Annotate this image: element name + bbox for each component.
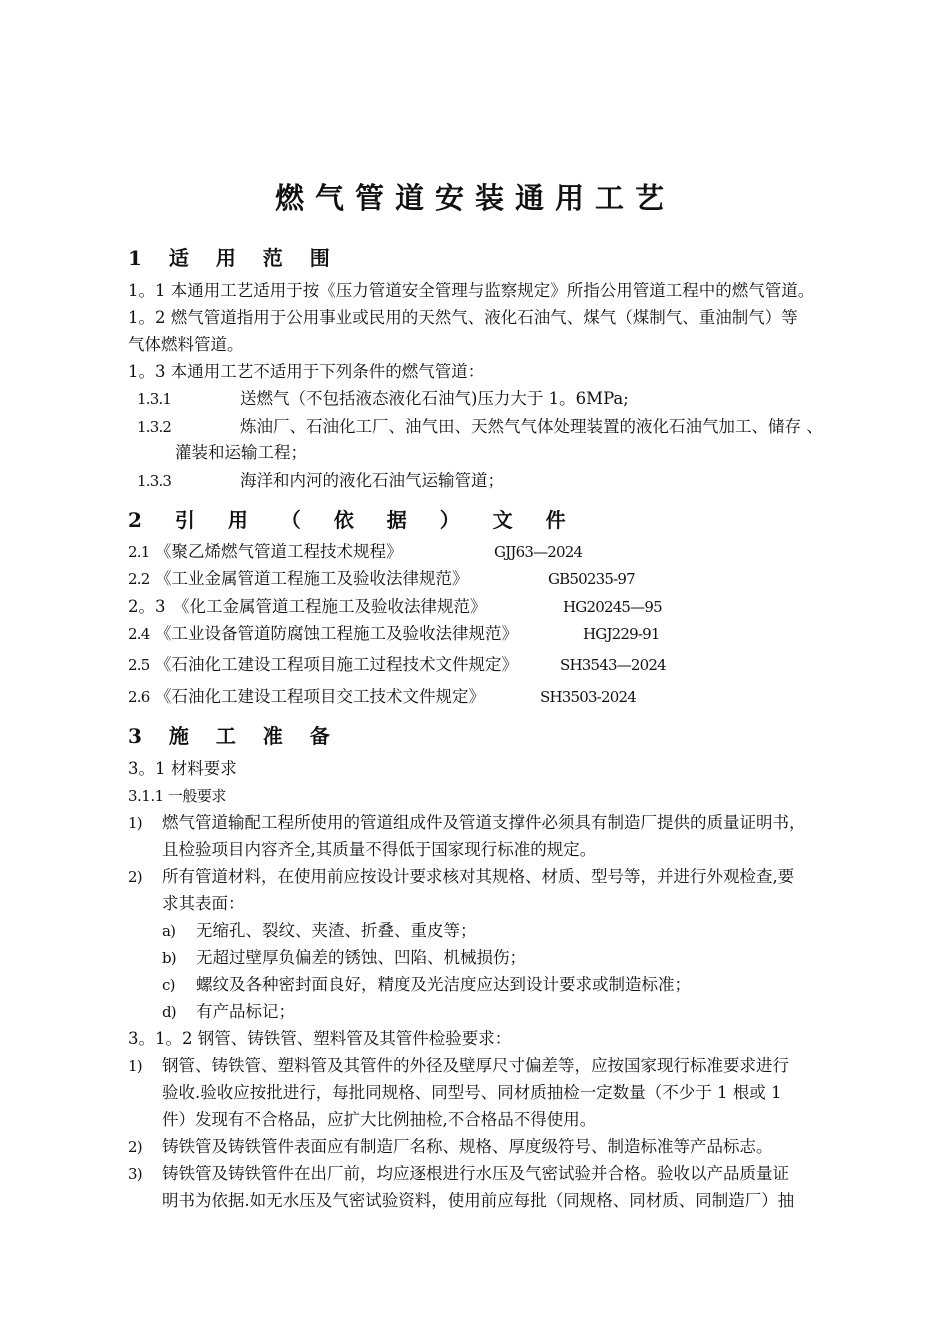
- paragraph: 气体燃料管道。: [128, 335, 244, 354]
- list-item: 所有管道材料，在使用前应按设计要求核对其规格、材质、型号等，并进行外观检查,要: [162, 867, 795, 886]
- section-3-heading: 3 施 工 准 备: [128, 724, 340, 748]
- item-text: 海洋和内河的液化石油气运输管道；: [240, 471, 504, 490]
- ref-name: 《石油化工建设工程项目施工过程技术文件规定》: [155, 655, 518, 674]
- section-1-heading: 1 适 用 范 围: [128, 246, 340, 270]
- sublist-letter: c): [162, 976, 175, 994]
- paragraph: 1。2 燃气管道指用于公用事业或民用的天然气、液化石油气、煤气（煤制气、重油制气）等: [128, 308, 798, 327]
- ref-name: 《化工金属管道工程施工及验收法律规范》: [173, 597, 487, 616]
- ref-name: 《工业设备管道防腐蚀工程施工及验收法律规范》: [155, 624, 518, 643]
- list-number: 2): [128, 1138, 142, 1156]
- subsection-title: 3。1 材料要求: [128, 759, 237, 778]
- item-number: 1.3.2: [137, 418, 172, 436]
- ref-number: 2.5: [128, 656, 150, 674]
- list-number: 2): [128, 868, 142, 886]
- ref-number: 2.6: [128, 688, 150, 706]
- sublist-letter: a): [162, 922, 176, 940]
- item-number: 1.3.3: [137, 472, 172, 490]
- paragraph: 1。3 本通用工艺不适用于下列条件的燃气管道：: [128, 362, 485, 381]
- item-number: 1.3.1: [137, 390, 172, 408]
- ref-code: SH3543—2024: [560, 656, 666, 674]
- list-item: 铸铁管及铸铁管件在出厂前，均应逐根进行水压及气密试验并合格。验收以产品质量证: [162, 1164, 789, 1183]
- paragraph: 1。1 本通用工艺适用于按《压力管道安全管理与监察规定》所指公用管道工程中的燃气管道。: [128, 281, 815, 300]
- list-item: 且检验项目内容齐全,其质量不得低于国家现行标准的规定。: [162, 840, 597, 859]
- item-text: 送燃气（不包括液态液化石油气)压力大于 1。6MPa;: [240, 389, 629, 408]
- ref-code: SH3503-2024: [540, 688, 636, 706]
- list-number: 1): [128, 1057, 142, 1075]
- sublist-item: 无超过壁厚负偏差的锈蚀、凹陷、机械损伤；: [196, 948, 526, 967]
- sublist-letter: d): [162, 1003, 176, 1021]
- sublist-item: 螺纹及各种密封面良好，精度及光洁度应达到设计要求或制造标准；: [196, 975, 691, 994]
- sublist-item: 无缩孔、裂纹、夹渣、折叠、重皮等；: [196, 921, 477, 940]
- list-item: 明书为依据.如无水压及气密试验资料，使用前应每批（同规格、同材质、同制造厂）抽: [162, 1191, 795, 1210]
- subsection-title: 3。1。2 钢管、铸铁管、塑料管及其管件检验要求：: [128, 1029, 512, 1048]
- list-item: 验收.验收应按批进行，每批同规格、同型号、同材质抽检一定数量（不少于 1 根或 1: [162, 1083, 782, 1102]
- ref-code: GJJ63—2024: [494, 543, 583, 561]
- ref-name: 《聚乙烯燃气管道工程技术规程》: [155, 542, 403, 561]
- list-item: 燃气管道输配工程所使用的管道组成件及管道支撑件必须具有制造厂提供的质量证明书，: [162, 813, 806, 832]
- ref-name: 《工业金属管道工程施工及验收法律规范》: [155, 569, 469, 588]
- list-item: 求其表面：: [162, 894, 245, 913]
- ref-code: HGJ229-91: [583, 625, 660, 643]
- ref-number: 2.2: [128, 570, 150, 588]
- ref-name: 《石油化工建设工程项目交工技术文件规定》: [155, 687, 485, 706]
- ref-code: HG20245—95: [563, 598, 662, 616]
- section-2-heading: 2 引 用 （ 依 据 ） 文 件: [128, 508, 579, 532]
- subsection-title: 3.1.1 一般要求: [128, 787, 226, 805]
- item-text: 灌装和运输工程；: [175, 443, 307, 462]
- list-item: 件）发现有不合格品，应扩大比例抽检,不合格品不得使用。: [162, 1110, 597, 1129]
- page-title: 燃气管道安装通用工艺: [274, 181, 675, 215]
- item-text: 炼油厂、石油化工厂、油气田、天然气气体处理装置的液化石油气加工、储存 、: [240, 417, 823, 436]
- ref-number: 2。3: [128, 597, 166, 616]
- ref-code: GB50235-97: [548, 570, 635, 588]
- ref-number: 2.4: [128, 625, 150, 643]
- list-number: 1): [128, 814, 142, 832]
- list-number: 3): [128, 1165, 142, 1183]
- sublist-letter: b): [162, 949, 176, 967]
- list-item: 铸铁管及铸铁管件表面应有制造厂名称、规格、厚度级符号、制造标准等产品标志。: [162, 1137, 773, 1156]
- ref-number: 2.1: [128, 543, 150, 561]
- list-item: 钢管、铸铁管、塑料管及其管件的外径及壁厚尺寸偏差等，应按国家现行标准要求进行: [162, 1056, 789, 1075]
- sublist-item: 有产品标记；: [196, 1002, 295, 1021]
